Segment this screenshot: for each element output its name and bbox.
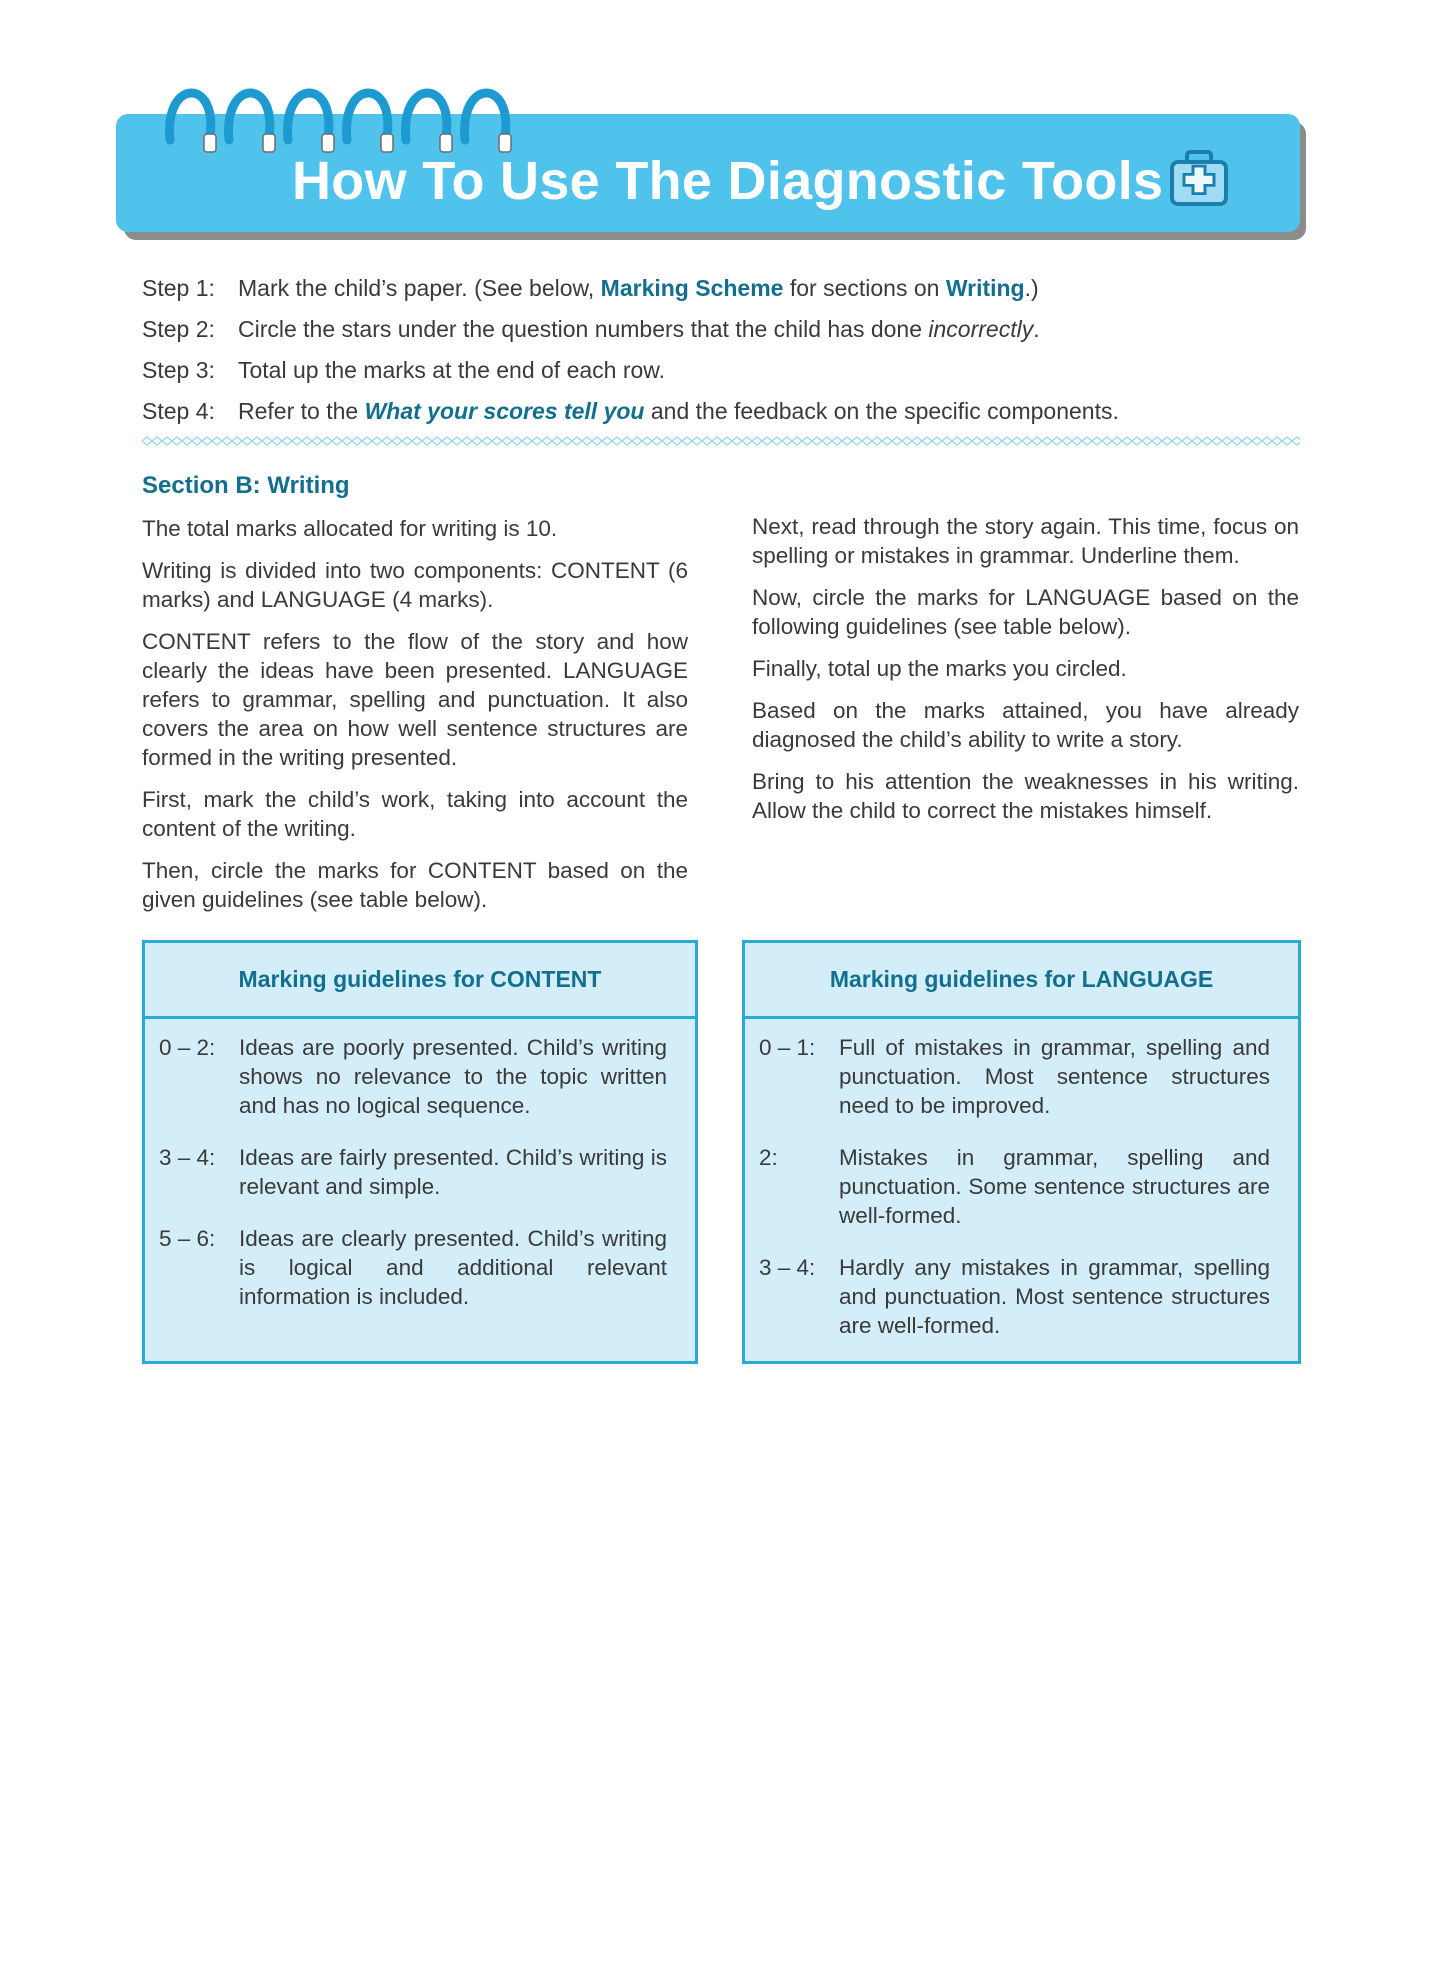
guideline-text: Ideas are clearly presented. Child’s writing is logical and additional relevant information is included. (239, 1226, 667, 1309)
guideline-text: Ideas are fairly presented. Child’s writing is relevant and simple. (239, 1145, 667, 1199)
coil-ring (347, 93, 388, 140)
step-row (142, 309, 1312, 350)
paragraph: First, mark the child’s work, taking into account the content of the writing. (142, 787, 688, 841)
step-row (142, 268, 1312, 309)
step-text-part: What your scores tell you (364, 398, 645, 424)
step-text-part: Writing (945, 275, 1025, 301)
decorative-divider (142, 436, 1300, 446)
paragraph: Next, read through the story again. This time, focus on spelling or mistakes in grammar. Underline them. (752, 514, 1299, 568)
guideline-row (159, 1033, 667, 1120)
first-aid-kit-icon (1168, 148, 1230, 210)
paragraph: CONTENT refers to the flow of the story and how clearly the ideas have been presented. LANGUAGE refers to grammar, spelling and punctuation. It also covers the area on how well sentence structures are formed in the writing presented. (142, 629, 688, 770)
spiral-binding-icon (160, 78, 530, 158)
paragraph: Finally, total up the marks you circled. (752, 656, 1127, 681)
mark-range: 0 – 2: (159, 1035, 216, 1060)
mark-range: 0 – 1: (759, 1035, 816, 1060)
right-column (752, 512, 1299, 838)
language-guidelines-rows (745, 1019, 1298, 1340)
mark-range: 2: (759, 1145, 778, 1170)
step-text (238, 391, 1312, 432)
step-text (238, 350, 1312, 391)
guideline-row (759, 1253, 1270, 1340)
paragraph: Based on the marks attained, you have already diagnosed the child’s ability to write a story. (752, 698, 1299, 752)
content-guidelines-title: Marking guidelines for CONTENT (145, 943, 695, 1019)
guideline-text: Hardly any mistakes in grammar, spelling and punctuation. Most sentence structures are well-formed. (839, 1255, 1270, 1338)
mark-range: 3 – 4: (159, 1145, 216, 1170)
coil-ring (288, 93, 329, 140)
binding-hole (263, 134, 275, 152)
step-text-part: Mark the child’s paper. (See below, (238, 275, 601, 301)
paragraph: Bring to his attention the weaknesses in his writing. Allow the child to correct the mistakes himself. (752, 769, 1299, 823)
coil-ring (229, 93, 270, 140)
paragraph: The total marks allocated for writing is 10. (142, 516, 558, 541)
step-text (238, 309, 1312, 350)
guideline-text: Ideas are poorly presented. Child’s writing shows no relevance to the topic written and has no logical sequence. (239, 1035, 667, 1118)
section-title: Section B: Writing (142, 472, 350, 499)
step-number: Step 3: (142, 357, 215, 383)
language-guidelines-box (742, 940, 1301, 1364)
page-title: How To Use The Diagnostic Tools (292, 151, 1164, 211)
step-row (142, 350, 1312, 391)
step-number: Step 1: (142, 275, 215, 301)
content-guidelines-rows (145, 1019, 695, 1311)
step-text-part: for sections on (783, 275, 946, 301)
step-text-part: Total up the marks at the end of each row. (238, 357, 666, 383)
step-text-part: Refer to the (238, 398, 365, 424)
guideline-text: Mistakes in grammar, spelling and punctuation. Some sentence structures are well-formed. (839, 1145, 1270, 1228)
left-column (142, 514, 688, 927)
coil-ring (465, 93, 506, 140)
step-row (142, 391, 1312, 432)
language-guidelines-title: Marking guidelines for LANGUAGE (745, 943, 1298, 1019)
step-text-part: . (1033, 316, 1040, 342)
steps-list (142, 268, 1312, 432)
step-text-part: incorrectly (928, 316, 1034, 342)
guideline-text: Full of mistakes in grammar, spelling and punctuation. Most sentence structures need to be improved. (839, 1035, 1270, 1118)
guideline-row (159, 1143, 667, 1201)
paragraph: Writing is divided into two components: CONTENT (6 marks) and LANGUAGE (4 marks). (142, 558, 688, 612)
guideline-row (759, 1143, 1270, 1230)
step-text-part: Circle the stars under the question numbers that the child has done (238, 316, 929, 342)
paragraph: Then, circle the marks for CONTENT based on the given guidelines (see table below). (142, 858, 688, 912)
step-text-part: Marking Scheme (600, 275, 784, 301)
coil-ring (170, 93, 211, 140)
mark-range: 3 – 4: (759, 1255, 816, 1280)
step-text-part: .) (1024, 275, 1039, 301)
step-number: Step 2: (142, 316, 215, 342)
guideline-row (759, 1033, 1270, 1120)
content-guidelines-box (142, 940, 698, 1364)
step-text (238, 268, 1312, 309)
binding-hole (204, 134, 216, 152)
coil-ring (406, 93, 447, 140)
step-number: Step 4: (142, 398, 215, 424)
mark-range: 5 – 6: (159, 1226, 216, 1251)
guideline-row (159, 1224, 667, 1311)
paragraph: Now, circle the marks for LANGUAGE based on the following guidelines (see table below). (752, 585, 1299, 639)
step-text-part: and the feedback on the specific components. (644, 398, 1119, 424)
